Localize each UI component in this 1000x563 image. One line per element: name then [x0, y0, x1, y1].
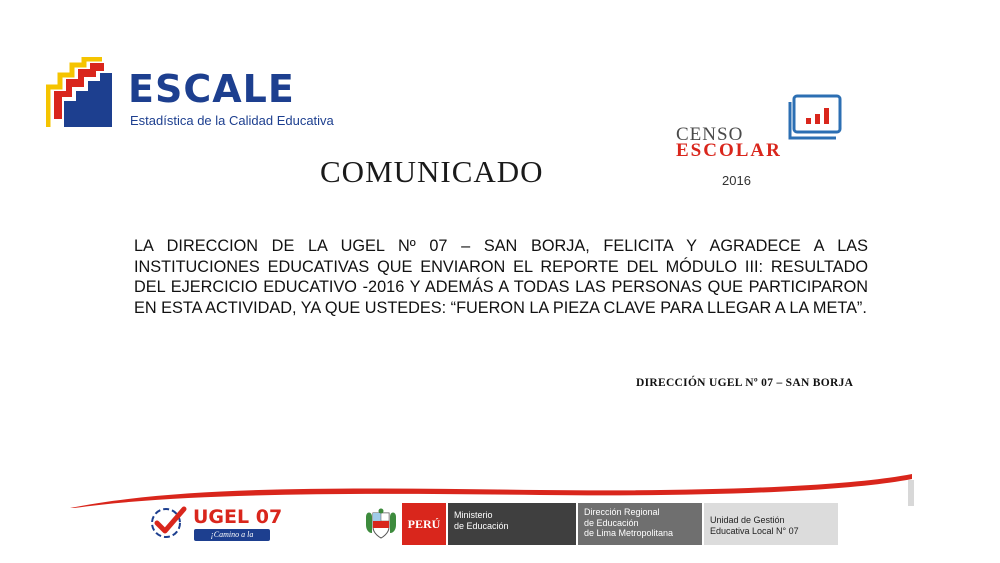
censo-label: CENSO: [676, 124, 744, 145]
document-title: COMUNICADO: [320, 154, 544, 189]
signature: DIRECCIÓN UGEL Nº 07 – SAN BORJA: [636, 377, 854, 389]
ministry-line-1: Ministerio: [454, 510, 493, 520]
peru-coat-of-arms-icon: [364, 507, 398, 541]
ugel-unit-block: [704, 503, 838, 545]
ugel-logo-name: UGEL 07: [193, 506, 283, 528]
escolar-label: ESCOLAR: [676, 140, 782, 161]
escale-name: ESCALE: [128, 67, 295, 111]
announcement-text: LA DIRECCION DE LA UGEL Nº 07 – SAN BORJA, FELICITA Y AGRADECE A LAS INSTITUCIONES EDUCATIVAS QUE ENVIARON EL REPORTE DEL MÓDULO III: RESULTADO DEL EJERCICIO EDUCATIVO -2016 Y ADEMÁS A TODAS LAS PERSONAS QUE PARTICIPARON EN ESTA ACTIVIDAD, YA QUE USTEDES: “FUERON LA PIEZA CLAVE PARA LLEGAR A LA META”.: [134, 237, 868, 317]
ugel-unit-line-1: Unidad de Gestión: [710, 515, 785, 525]
ugel-slogan: ¡Camino a la excelencia!: [194, 529, 270, 541]
escale-logo-icon: [46, 57, 126, 129]
ugel-unit-line-2: Educativa Local N° 07: [710, 525, 799, 536]
ministry-block: [448, 503, 576, 545]
dre-line-1: Dirección Regional: [584, 507, 660, 517]
ministry-line-2: de Educación: [454, 520, 509, 531]
dre-line-3: de Lima Metropolitana: [584, 528, 674, 538]
census-book-chart-icon: [786, 94, 844, 144]
ugel-check-icon: [148, 505, 188, 539]
dre-line-2: de Educación: [584, 517, 639, 528]
dre-block: [578, 503, 702, 545]
peru-label: PERÚ: [402, 503, 446, 545]
censo-year: 2016: [722, 173, 751, 188]
scrollbar[interactable]: [908, 480, 914, 506]
escale-tagline: Estadística de la Calidad Educativa: [130, 113, 334, 128]
